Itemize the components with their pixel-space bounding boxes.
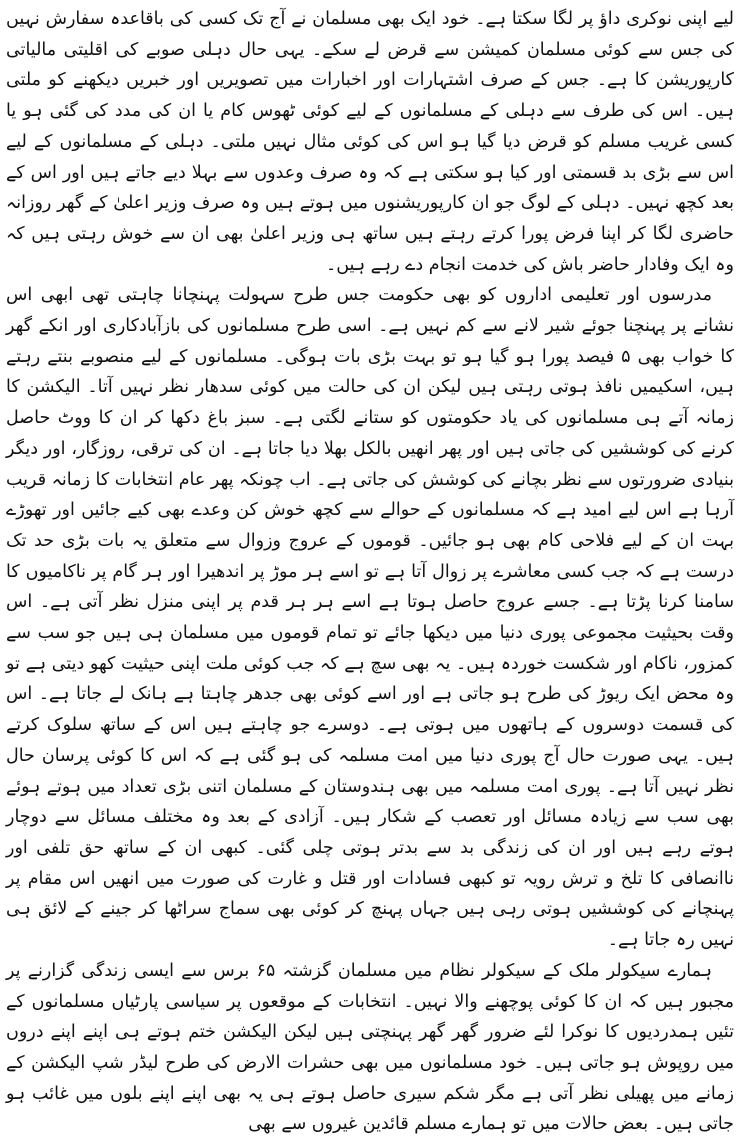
article-body (6, 4, 734, 1140)
paragraph-2: مدرسوں اور تعلیمی اداروں کو بھی حکومت جس طرح سہولت پہنچانا چاہتی تھی ابھی اس نشانے پر پہنچنا جوئے شیر لانے سے کم نہیں ہے۔ اسی طرح مسلمانوں کی بازآبادکاری اور انکے گھر کا خواب بھی ۵ فیصد پورا ہو گیا ہو تو بہت بڑی بات ہوگی۔ مسلمانوں کے لیے منصوبے بنتے رہتے ہیں، اسکیمیں نافذ ہوتی رہتی ہیں لیکن ان کی حالت میں کوئی سدھار نظر نہیں آتا۔ الیکشن کا زمانہ آتے ہی مسلمانوں کی یاد حکومتوں کو ستانے لگتی ہے۔ سبز باغ دکھا کر ان کا ووٹ حاصل کرنے کی کوششیں کی جاتی ہیں اور پھر انھیں بالکل بھلا دیا جاتا ہے۔ ان کی ترقی، روزگار، اور دیگر بنیادی ضرورتوں سے نظر بچانے کی کوشش کی جاتی ہے۔ اب چونکہ پھر عام انتخابات کا زمانہ قریب آرہا ہے اس لیے امید ہے کہ مسلمانوں کے حوالے سے کچھ خوش کن وعدے بھی کیے جائیں اور تھوڑے بہت ان کے لیے فلاحی کام بھی ہو جائیں۔ قوموں کے عروج وزوال سے متعلق یہ بات بڑی حد تک درست ہے کہ جب کسی معاشرے پر زوال آتا ہے تو اسے ہر موڑ پر اندھیرا اور ہر گام پر ناکامیوں کا سامنا کرنا پڑتا ہے۔ جسے عروج حاصل ہوتا ہے اسے ہر ہر قدم پر اپنی منزل نظر آتی ہے۔ اس وقت بحیثیت مجموعی پوری دنیا میں دیکھا جائے تو تمام قوموں میں مسلمان ہی ہیں جو سب سے کمزور، ناکام اور شکست خوردہ ہیں۔ یہ بھی سچ ہے کہ جب کوئی ملت اپنی حیثیت کھو دیتی ہے تو وہ محض ایک ریوڑ کی طرح ہو جاتی ہے اور اسے کوئی بھی جدھر چاہتا ہے ہانک لے جاتا ہے۔ اس کی قسمت دوسروں کے ہاتھوں میں ہوتی ہے۔ دوسرے جو چاہتے ہیں اس کے ساتھ سلوک کرتے ہیں۔ یہی صورت حال آج پوری دنیا میں امت مسلمہ کی ہو گئی ہے کہ اس کا کوئی پرسان حال نظر نہیں آتا ہے۔ پوری امت مسلمہ میں بھی ہندوستان کے مسلمان اتنی بڑی تعداد میں ہوتے ہوئے بھی سب سے زیادہ مسائل اور تعصب کے شکار ہیں۔ آزادی کے بعد وہ مختلف مسائل سے دوچار ہوتے رہے ہیں اور ان کی زندگی بد سے بدتر ہوتی چلی گئی۔ کبھی ان کے ساتھ حق تلفی اور ناانصافی کا تلخ و ترش رویہ تو کبھی فسادات اور قتل و غارت کی صورت میں انھیں اس مقام پر پہنچانے کی کوششیں ہوتی رہی ہیں جہاں پہنچ کر کوئی بھی سماج سراٹھا کر جینے کے لائق ہی نہیں رہ جاتا ہے۔ (6, 285, 735, 951)
paragraph-3: ہمارے سیکولر ملک کے سیکولر نظام میں مسلمان گزشتہ ۶۵ برس سے ایسی زندگی گزارنے پر مجبور ہیں کہ ان کا کوئی پوچھنے والا نہیں۔ انتخابات کے موقعوں پر سیاسی پارٹیاں مسلمانوں کے تئیں ہمدردیوں کا نوکرا لئے ضرور گھر گھر پہنچتی ہیں لیکن الیکشن ختم ہوتے ہی اپنے اپنے دروں میں روپوش ہو جاتی ہیں۔ خود مسلمانوں میں بھی حشرات الارض کی طرح لیڈر شپ الیکشن کے زمانے میں پھیلی نظر آتی ہے مگر شکم سیری حاصل ہوتے ہی یہ بھی اپنے اپنے بلوں میں غائب ہو جاتی ہیں۔ بعض حالات میں تو ہمارے مسلم قائدین غیروں سے بھی (6, 960, 734, 1135)
paragraph-1: لیے اپنی نوکری داؤ پر لگا سکتا ہے۔ خود ایک بھی مسلمان نے آج تک کسی کی باقاعدہ سفارش نہیں کی جس سے کوئی مسلمان کمیشن سے قرض لے سکے۔ یہی حال دہلی صوبے کی اقلیتی مالیاتی کارپوریشن کا ہے۔ جس کے صرف اشتہارات اور اخبارات میں تصویریں اور خبریں دیکھنے کو ملتی ہیں۔ اس کی طرف سے دہلی کے مسلمانوں کے لیے کوئی ٹھوس کام یا ان کی مدد کی گئی ہو یا کسی غریب مسلم کو قرض دیا گیا ہو اس کی کوئی مثال نہیں ملتی۔ دہلی کے مسلمانوں کے لیے اس سے بڑی بد قسمتی اور کیا ہو سکتی ہے کہ وہ صرف وعدوں سے بہلا دیے جاتے ہیں اور اس کے بعد کچھ نہیں۔ دہلی کے لوگ جو ان کارپوریشنوں میں ہوتے ہیں وہ صرف وزیر اعلیٰ کے گھر روزانہ حاضری لگا کر اپنا فرض پورا کرتے رہتے ہیں ساتھ ہی وزیر اعلیٰ بھی ان سے خوش رہتی ہیں کہ وہ ایک وفادار حاضر باش کی خدمت انجام دے رہے ہیں۔ (6, 9, 734, 275)
